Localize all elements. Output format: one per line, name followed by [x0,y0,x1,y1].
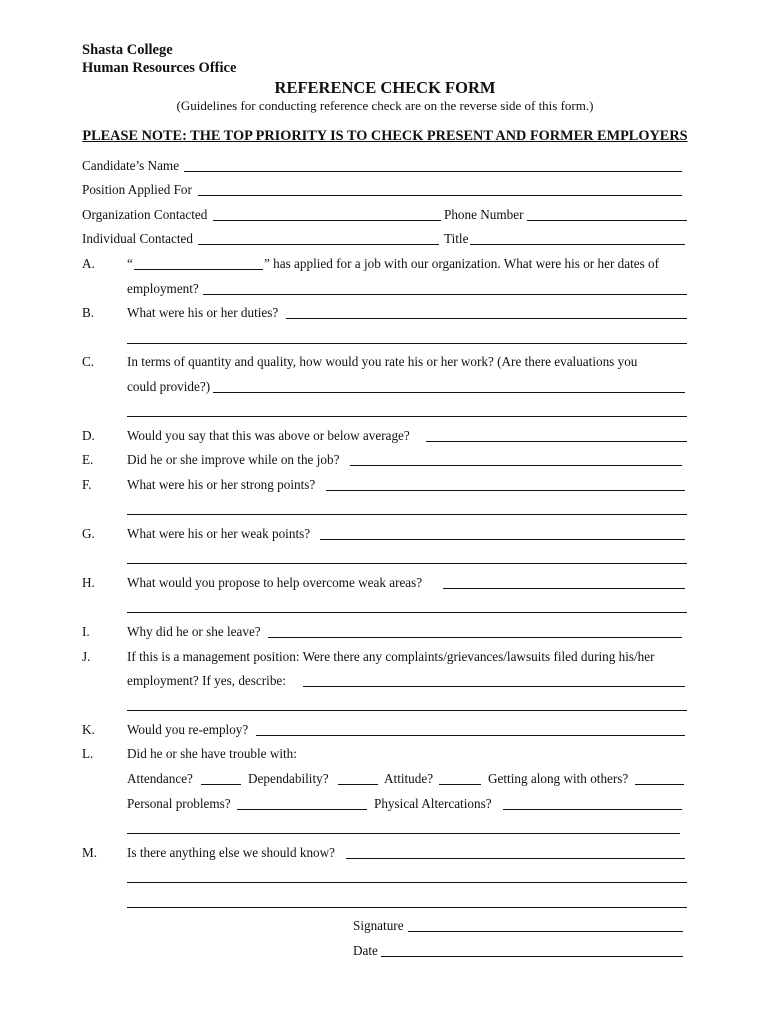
employment-dates-field[interactable] [203,294,687,295]
overcome-weak-field[interactable] [443,588,685,589]
weak-points-field-2[interactable] [127,563,687,564]
college-name: Shasta College [82,42,173,58]
applicant-name-field[interactable] [134,269,263,270]
question-k-text: Would you re-employ? [127,722,249,737]
attendance-field[interactable] [201,784,241,785]
improve-field[interactable] [350,465,682,466]
question-j-text: If this is a management position: Were there any complaints/grievances/lawsuits filed during his/her [127,649,655,664]
question-j-letter: J. [82,649,91,664]
position-label: Position Applied For [82,182,192,197]
dependability-label: Dependability? [248,771,329,786]
question-g-letter: G. [82,526,95,541]
question-m-letter: M. [82,845,98,860]
question-i-letter: I. [82,624,90,639]
individual-label: Individual Contacted [82,231,193,246]
position-field[interactable] [198,195,682,196]
question-e-text: Did he or she improve while on the job? [127,452,340,467]
duties-field[interactable] [286,318,687,319]
phone-field[interactable] [527,220,687,221]
question-d-letter: D. [82,428,95,443]
organization-field[interactable] [213,220,441,221]
candidate-name-label: Candidate’s Name [82,158,180,173]
trouble-field-extra[interactable] [127,833,680,834]
question-k-letter: K. [82,722,95,737]
priority-note: PLEASE NOTE: THE TOP PRIORITY IS TO CHECK PRESENT AND FORMER EMPLOYERS [82,128,688,144]
question-i-text: Why did he or she leave? [127,624,261,639]
question-e-letter: E. [82,452,94,467]
organization-label: Organization Contacted [82,207,208,222]
re-employ-field[interactable] [256,735,685,736]
date-field[interactable] [381,956,683,957]
phone-label: Phone Number [444,207,524,222]
individual-field[interactable] [198,244,439,245]
getting-along-field[interactable] [635,784,684,785]
question-c-letter: C. [82,354,95,369]
candidate-name-field[interactable] [184,171,682,172]
work-rating-field-2[interactable] [127,416,687,417]
overcome-weak-field-2[interactable] [127,612,687,613]
getting-along-label: Getting along with others? [488,771,629,786]
attitude-label: Attitude? [384,771,434,786]
leave-reason-field[interactable] [268,637,682,638]
complaints-field[interactable] [303,686,685,687]
question-l-letter: L. [82,746,94,761]
office-name: Human Resources Office [82,60,237,76]
question-b-letter: B. [82,305,95,320]
anything-else-field[interactable] [346,858,685,859]
question-a-text: ” has applied for a job with our organization. What were his or her dates of [264,256,660,271]
work-rating-field[interactable] [213,392,685,393]
title-field[interactable] [470,244,685,245]
signature-field[interactable] [408,931,683,932]
form-title: REFERENCE CHECK FORM [274,78,496,97]
question-g-text: What were his or her weak points? [127,526,311,541]
form-subtitle: (Guidelines for conducting reference check are on the reverse side of this form.) [176,98,594,113]
question-h-text: What would you propose to help overcome weak areas? [127,575,423,590]
physical-altercations-field[interactable] [503,809,682,810]
average-field[interactable] [426,441,687,442]
anything-else-field-2[interactable] [127,882,687,883]
question-b-text: What were his or her duties? [127,305,279,320]
personal-problems-field[interactable] [237,809,367,810]
question-c-text-cont: could provide?) [127,379,211,394]
weak-points-field[interactable] [320,539,685,540]
question-d-text: Would you say that this was above or below average? [127,428,410,443]
question-l-text: Did he or she have trouble with: [127,746,297,761]
complaints-field-2[interactable] [127,710,687,711]
question-c-text: In terms of quantity and quality, how would you rate his or her work? (Are there evaluations you [127,354,638,369]
question-a-text-cont: employment? [127,281,199,296]
question-a-open-quote: “ [127,256,133,271]
physical-altercations-label: Physical Altercations? [374,796,492,811]
title-label: Title [444,231,469,246]
question-m-text: Is there anything else we should know? [127,845,336,860]
attitude-field[interactable] [439,784,481,785]
duties-field-2[interactable] [127,343,687,344]
question-f-letter: F. [82,477,92,492]
question-h-letter: H. [82,575,95,590]
question-f-text: What were his or her strong points? [127,477,316,492]
date-label: Date [353,943,378,958]
signature-label: Signature [353,918,404,933]
anything-else-field-3[interactable] [127,907,687,908]
strong-points-field-2[interactable] [127,514,687,515]
question-j-text-cont: employment? If yes, describe: [127,673,286,688]
dependability-field[interactable] [338,784,378,785]
strong-points-field[interactable] [326,490,685,491]
question-a-letter: A. [82,256,95,271]
personal-problems-label: Personal problems? [127,796,231,811]
attendance-label: Attendance? [127,771,193,786]
